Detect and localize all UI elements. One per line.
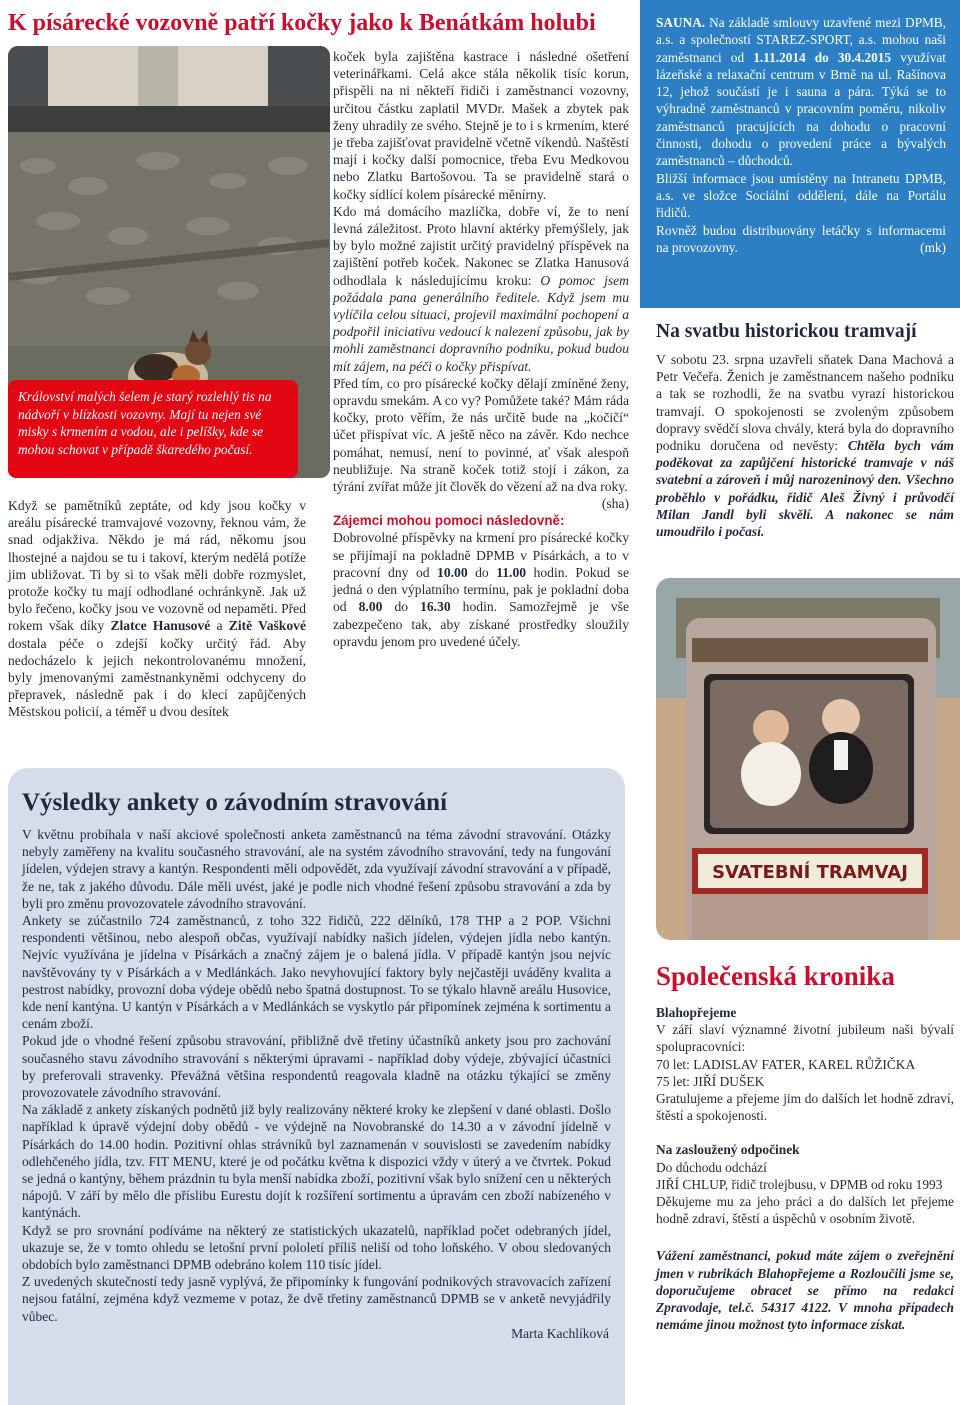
survey-paragraph: Když se pro srovnání podíváme na některý ze statistických ukazatelů, například počet odebraných jídel, ukazuje se, že v tomto ohledu se letošní první pololetí příliš neliší od toho loňského. V obou sledovaných obdobích bylo zaměstnanci DPMB odebráno kolem 110 tisíc jídel. — [22, 1222, 611, 1273]
sauna-text: využívat lázeňské a relaxační centrum v Brně na ul. Rašínova 12, jehož součástí je i sauna a pára. Týká se to výhradně zaměstnanců v pracovním poměru, nikoliv zaměstnanců pracujících na dohodu o pracovní činnosti, dohodu o provedení práce a bývalých zaměstnanců – důchodců. — [656, 49, 946, 169]
wedding-title: Na svatbu historickou tramvají — [656, 321, 917, 342]
help-text: hodin. Pokud se jedná o den výplatního termínu, pak je pokladní doba od — [333, 564, 629, 615]
article-text: Když se pamětníků zeptáte, od kdy jsou kočky v areálu písárecké tramvajové vozovny, řeknou vám, že snad odjakživa. Někdo je má rád, někomu jsou lhostejné a najdou se tu i takoví, kterým nedělá potíže jim ubližovat. Ti by si to však měli dobře rozmyslet, protože kočky tu mají odhodlané ochránkyně. Jak už bylo řečeno, kočky jsou ve vozovně od nepaměti. Před rokem však díky — [8, 498, 306, 634]
congrats-heading: Blahopřejeme — [656, 1005, 737, 1020]
survey-paragraph: Pokud jde o vhodné řešení způsobu stravování, přibližně dvě třetiny účastníků ankety jsou pro zachování současného stavu závodního stravování s některými úpravami - například doby výdeje, zbývající účastníci by preferovali stravenky. Převážná většina respondentů reagovala kladně na otázku týkající se změny provozovatele závodního stravování. — [22, 1033, 611, 1101]
wedding-article — [656, 320, 954, 540]
retire-line: JIŘÍ CHLUP, řidič trolejbusu, v DPMB od roku 1993 — [656, 1176, 943, 1192]
kronika-title: Společenská kronika — [656, 961, 895, 991]
time-value: 10.00 — [437, 564, 468, 580]
help-text: do — [467, 564, 497, 580]
author-signature: (sha) — [601, 496, 629, 512]
article-col-2 — [333, 48, 629, 650]
help-text: hodin. Samozřejmě je vše zabezpečeno tak, aby získané prostředky sloužily opravdu jenom pro uvedené účely. — [333, 599, 629, 649]
article-col-1 — [8, 497, 306, 721]
survey-paragraph: V květnu probíhala v naší akciové společnosti anketa zaměstnanců na téma závodní stravování. Otázky nebyly zaměřeny na kvalitu současného stravování, ale na systém závodního stravování, tedy na fungování jídelen, výdejen stravy a kantýn. Respondenti měli odpovědět, zda využívají závodní stravování a v případě, že ne, tak z jakého důvodu. Dále měli uvést, jaké je podle nich vhodné řešení způsobu stravování a zda by byli pro změnu provozovatele závodního stravování. — [22, 827, 611, 911]
survey-article — [8, 768, 625, 1405]
survey-paragraph: Ankety se zúčastnilo 724 zaměstnanců, z toho 322 řidičů, 222 dělníků, 178 THP a 2 POP. Všichni respondenti většinou, nebo alespoň občas, využívají nabídky našich jídelen, výdejen jídla nebo kantýn. Nejvíc využívána je jídelna v Písárkách a značný zájem je o balená jídla. V případě kantýn jsou nejvíc navštěvovány ty v Písárkách a v Medlánkách. Jako nevyhovující faktory byly nejčastěji uváděny kvalita a pestrost nabídky, provozní doba výdeje obědů nebo špatná dostupnost. To se týkalo hlavně areálu Husovice, kde není kantýna. U kantýn v Písárkách a v Medlánkách se vyskytlo pár připomínek zejména k sortimentu a cenám zboží. — [22, 913, 611, 1032]
photo-caption: Království malých šelem je starý rozlehlý tis na nádvoří v blízkosti vozovny. Mají tu nejen své misky s krmením a vodou, ale i pelíšky, kde se mohou schovat v případě škaredého počasí. — [18, 389, 272, 457]
time-value: 8.00 — [358, 599, 383, 615]
sauna-text: Na základě smlouvy uzavřené mezi DPMB, a.s. a společností STAREZ-SPORT, a.s. mohou naši zaměstnanci od — [656, 15, 946, 65]
survey-body — [22, 826, 611, 1325]
wedding-quote: Chtěla bych vám poděkovat za zapůjčení historické tramvaje v náš svatební a zároveň i můj narozeninový den. Všechno proběhlo v pořádku, řidič Aleš Živný i průvodčí Milan Jandl byli skvělí. A nakonec se nám umoudřilo i počasí. — [656, 438, 954, 540]
text-connector: a — [210, 618, 229, 634]
help-heading: Zájemci mohou pomoci následovně: — [333, 513, 565, 529]
article-paragraph: koček byla zajištěna kastrace i následné ošetření veterinářkami. Celá akce stála několik tisíc korun, přispěli na ni někteří řidiči i zaměstnanci vozovny, určitou částku zaplatil MVDr. Mašek a zbytek pak ženy uhradily ze svého. Stejně je to i s krmením, které je třeba zajišťovat pravidelně včetně víkendů. Naštěstí mají i kočky další pomocnice, třeba Evu Medkovou nebo Zlatku Bartošovou. Ta se pravidelně stará o kočky sídlící kolem písárecké měnírny. — [333, 49, 629, 202]
retire-text: Děkujeme mu za jeho práci a do dalších let přejeme hodně zdraví, štěstí a úspěchů v osobním životě. — [656, 1194, 954, 1227]
sauna-paragraph: Bližší informace jsou umístěny na Intranetu DPMB, a.s. ve složce Sociální oddělení, dále na Portálu řidičů. — [656, 170, 946, 221]
survey-author: Marta Kachlíková — [511, 1325, 609, 1341]
article-paragraph — [333, 203, 629, 375]
retire-heading: Na zasloužený odpočinek — [656, 1142, 800, 1158]
kronika-note: Vážení zaměstnanci, pokud máte zájem o zveřejnění jmen v rubrikách Blahopřejeme a Rozloučili jsme se, doporučujeme obracet se přímo na redakci Zpravodaje, tel.č. 54317 4122. V mnoha případech nemáme jinou možnost tyto informace získat. — [656, 1248, 954, 1333]
sauna-lead: SAUNA. — [656, 15, 706, 30]
sauna-paragraph — [656, 14, 946, 170]
article-text: Před tím, co pro písárecké kočky dělají zmíněné ženy, opravdu smekám. A co vy? Pomůžete také? Mám ráda kočky, proto věřím, že nás určitě bude na „kočičí“ účet přispívat víc. A ještě něco na závěr. Kdo nechce pomáhat, nemusí, není to povinné, ať však alespoň neubližuje. Na straně koček totiž stojí i zákon, za týrání zvířat může jít člověk do vězení až na dva roky. — [333, 375, 629, 495]
article-text: Kdo má domácího mazlíčka, dobře ví, že to není levná záležitost. Proto hlavní aktérky přemýšlely, jak by bylo možné zajistit určitý pravidelný příspěvek na zajištění potřeb koček. Nakonec se Zlatka Hanusová odhodlala k následujícímu kroku: — [333, 203, 629, 288]
person-name: Zlatce Hanusové — [110, 618, 211, 634]
survey-paragraph: Z uvedených skutečností tedy jasně vyplývá, že připomínky k fungování podnikových stravovacích zařízení nejsou fatální, zejména když vezmeme v potaz, že dvě třetiny zaměstnanců DPMB se v anketě nevyjádřily vůbec. — [22, 1274, 611, 1324]
wedding-paragraph — [656, 351, 954, 540]
time-value: 11.00 — [496, 564, 527, 580]
help-text: do — [382, 599, 421, 615]
wedding-text: V sobotu 23. srpna uzavřeli sňatek Dana Machová a Petr Večeřa. Ženich je zaměstnancem našeho podniku a tak se rozhodli, že na svatbu vyrazí historickou tramvají. O spokojenosti se zvoleným způsobem dopravy svědčí slova chvály, která byla do dopravního podniku doručena od nevěsty: — [656, 352, 954, 454]
time-value: 16.30 — [420, 599, 451, 615]
congrats-end: Gratulujeme a přejeme jim do dalších let hodně zdraví, štěstí a spokojenosti. — [656, 1091, 954, 1124]
sauna-text: Rovněž budou distribuovány letáčky s informacemi na provozovny. — [656, 222, 946, 255]
wedding-tram-photo — [656, 578, 960, 940]
sauna-paragraph — [656, 222, 946, 257]
tram-destination-sign: SVATEBNÍ TRAMVAJ — [712, 862, 908, 883]
sauna-dates: 1.11.2014 do 30.4.2015 — [753, 49, 892, 65]
jubilee-line: 75 let: JIŘÍ DUŠEK — [656, 1073, 765, 1089]
congrats-text: V září slaví významné životní jubileum naši bývalí spolupracovníci: — [656, 1022, 954, 1055]
kronika-section — [656, 960, 954, 1333]
jubilee-line: 70 let: LADISLAV FATER, KAREL RŮŽIČKA — [656, 1056, 916, 1072]
person-name: Zitě Vaškové — [228, 618, 306, 634]
retire-line: Do důchodu odchází — [656, 1159, 767, 1175]
article-text: dostala péče o zdejší kočky určitý řád. Aby nedocházelo k jejich nekontrolovanému množení, byly jmenovanými zaměstnankyněmi odchyceny do přepravek, následně pak i do klecí zapůjčených Městskou policií, a téměř u dvou desítek — [8, 635, 306, 720]
survey-paragraph: Na základě z ankety získaných podnětů již byly realizovány některé kroky ke zlepšení v dané oblasti. Došlo například k úpravě výdejní doby obědů - ve výdejně na Novobranské do 14.30 a v závodní jídelně v Písárkách do 14.00 hodin. Pozitivní ohlas strávníků byl zaznamenán v souvislosti se zavedením nabídky odlehčeného jídla, tzv. FIT MENU, které je od počátku května k dispozici vždy v úterý a ve čtvrtek. Pokud se jedná o kantýny, během prázdnin tu byla menší nabídka zboží, pozitivní však bylo snížení cen u některých nápojů. V září by mělo dle příslibu Eurestu dojít k rozšíření sortimentu a úpravám cen zboží nabízeného v kantýnách. — [22, 1102, 611, 1221]
photo-caption-box — [8, 380, 298, 478]
author-signature: (mk) — [920, 239, 946, 255]
survey-title: Výsledky ankety o závodním stravování — [22, 789, 448, 816]
article-paragraph — [333, 375, 629, 512]
help-text: Dobrovolné příspěvky na krmení pro písárecké kočky se přijímají na pokladně DPMB v Písárkách, a to v pracovní dny od — [333, 530, 629, 580]
sauna-box — [640, 0, 960, 308]
page-headline: K písárecké vozovně patří kočky jako k Benátkám holubi — [8, 10, 596, 36]
article-paragraph — [8, 497, 306, 721]
help-paragraph — [333, 529, 629, 649]
quote-text: O pomoc jsem požádala pana generálního ředitele. Když jsem mu vylíčila celou situaci, projevil maximální pochopení a podpořil iniciativu vedoucí k nalezení způsobu, jak by mohli zaměstnanci dopravního podniku, pokud budou mít zájem, na péči o kočky přispívat. — [333, 272, 630, 374]
